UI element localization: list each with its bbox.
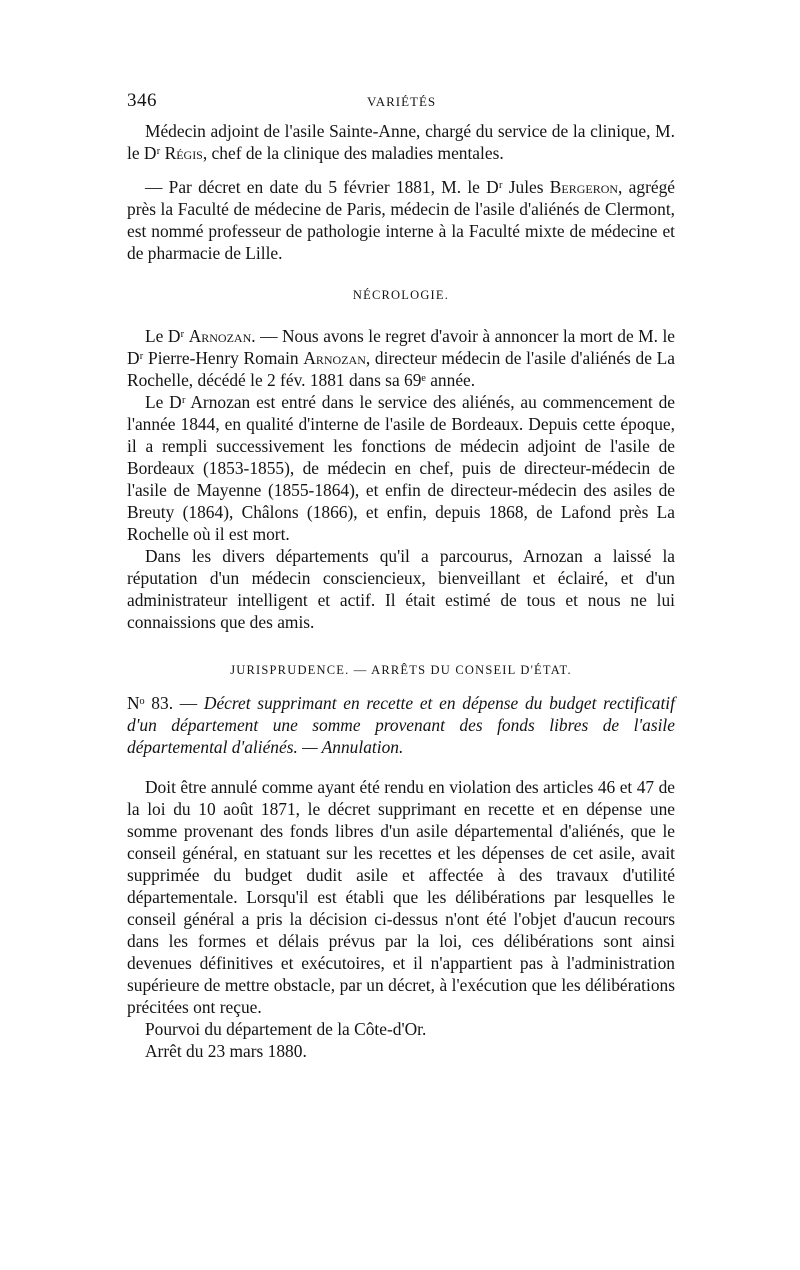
- name-arnozan-2: Arnozan: [303, 348, 366, 368]
- item-number: Nᵒ 83. —: [127, 693, 198, 713]
- pourvoi-line: Pourvoi du département de la Côte-d'Or.: [145, 1019, 427, 1039]
- running-title: VARIÉTÉS: [367, 94, 437, 109]
- decree-item-title: [127, 692, 675, 758]
- page-number: 346: [127, 90, 157, 111]
- necrologie-paragraph-3: Dans les divers départements qu'il a parcourus, Arnozan a laissé la réputation d'un médecin consciencieux, bienveillant et éclairé, et d'un administrateur intelligent et actif. Il était estimé de tous et nous ne lui connaissions que des amis.: [127, 546, 675, 632]
- decree-body-paragraph: Doit être annulé comme ayant été rendu en violation des articles 46 et 47 de la loi du 10 août 1871, le décret supprimant en recette et en dépense une somme provenant des fonds libres d'un asile départemental d'aliénés, que le conseil général, en statuant sur les recettes et les dépenses de cet asile, avait supprimée du budget dudit asile et affectée à des travaux d'utilité départementale. Lorsqu'il est établi que les délibérations par lesquelles le conseil général a pris la décision ci-dessus n'ont été l'objet d'aucun recours dans les formes et délais prévus par la loi, ces délibérations sont ainsi devenues définitives et exécutoires, et il n'appartient pas à l'administration supérieure de mettre obstacle, par un décret, à l'exécution que les délibérations précitées ont reçue.: [127, 777, 675, 1017]
- necrologie-paragraph-2: Le Dʳ Arnozan est entré dans le service des aliénés, au commencement de l'année 1844, en qualité d'interne de l'asile de Bordeaux. Depuis cette époque, il a rempli successivement les fonctions de médecin adjoint de l'asile de Bordeaux (1853-1855), de médecin en chef, puis de directeur-médecin de l'asile de Mayenne (1855-1864), et enfin de directeur-médecin des asiles de Breuty (1864), Châlons (1866), et enfin, depuis 1868, de Lafond près La Rochelle où il est mort.: [127, 392, 675, 544]
- name-regis: Régis: [164, 143, 203, 163]
- name-bergeron: Bergeron: [549, 177, 619, 197]
- section-heading-necrologie: NÉCROLOGIE.: [352, 288, 450, 302]
- intro-paragraph-bergeron: — Par décret en date du 5 février 1881, M. le Dʳ Jules Bergeron, agrégé près la Faculté de médecine de Paris, médecin de l'asile d'aliénés de Clermont, est nommé professeur de pathologie interne à la Faculté mixte de médecine et de pharmacie de Lille.: [127, 177, 675, 263]
- page: [127, 90, 675, 1062]
- necrologie-paragraph-1: Le Dʳ Arnozan. — Nous avons le regret d'avoir à annoncer la mort de M. le Dʳ Pierre-Henry Romain Arnozan, directeur médecin de l'asile d'aliénés de La Rochelle, décédé le 2 fév. 1881 dans sa 69ᵉ année.: [127, 326, 676, 390]
- item-summary: Décret supprimant en recette et en dépense du budget rectificatif d'un département une somme provenant des fonds libres de l'asile départemental d'aliénés. — Annulation.: [127, 693, 675, 757]
- running-head: [127, 90, 675, 120]
- intro-paragraph-regis: Médecin adjoint de l'asile Sainte-Anne, chargé du service de la clinique, M. le Dʳ Régis, chef de la clinique des maladies mentales.: [127, 121, 675, 163]
- name-arnozan: Arnozan: [188, 326, 252, 346]
- section-heading-jurisprudence: JURISPRUDENCE. — ARRÊTS DU CONSEIL D'ÉTAT.: [230, 663, 572, 677]
- arret-date-line: Arrêt du 23 mars 1880.: [145, 1041, 307, 1061]
